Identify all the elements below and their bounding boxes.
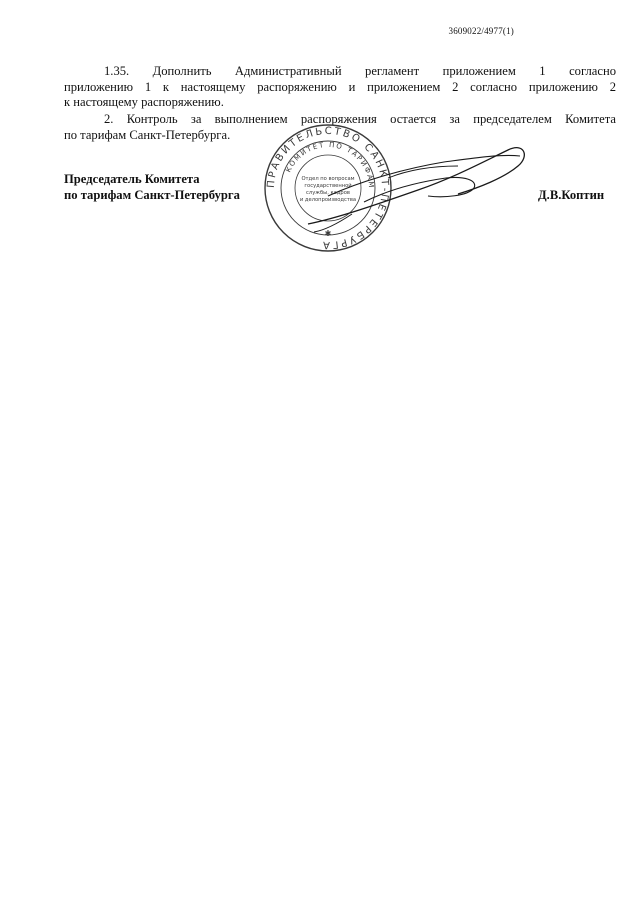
paragraph-1-35-line-1: 1.35. Дополнить Административный регламент приложением 1 согласно — [104, 64, 616, 78]
signatory-position-line-1: Председатель Комитета — [64, 172, 200, 186]
document-number: 3609022/4977(1) — [448, 26, 514, 36]
stamp-center-line-1: Отдел по вопросам — [301, 176, 355, 182]
paragraph-1-35-line-2: приложению 1 к настоящему распоряжению и приложением 2 согласно приложению 2 — [64, 79, 616, 94]
paragraph-1-35-line-3: к настоящему распоряжению. — [64, 95, 224, 109]
stamp-center-line-4: и делопроизводства — [299, 197, 357, 203]
paragraph-2-line-1: 2. Контроль за выполнением распоряжения остается за председателем Комитета — [104, 112, 616, 126]
stamp-star-icon: ✱ — [324, 229, 332, 238]
handwritten-signature — [268, 132, 532, 242]
signatory-name: Д.В.Коптин — [538, 188, 605, 202]
paragraph-1-35 — [64, 64, 616, 111]
signatory-position — [64, 172, 240, 203]
stamp-inner-text: КОМИТЕТ ПО ТАРИФАМ — [284, 140, 376, 190]
stamp-center-line-2: государственной — [304, 183, 352, 189]
stamp-outer-text: ПРАВИТЕЛЬСТВО САНКТ-ПЕТЕРБУРГА — [265, 125, 391, 251]
signatory-position-line-2: по тарифам Санкт-Петербурга — [64, 187, 240, 202]
paragraph-2-line-2: по тарифам Санкт-Петербурга. — [64, 127, 231, 142]
stamp-center-line-3: службы, кадров — [306, 190, 350, 196]
